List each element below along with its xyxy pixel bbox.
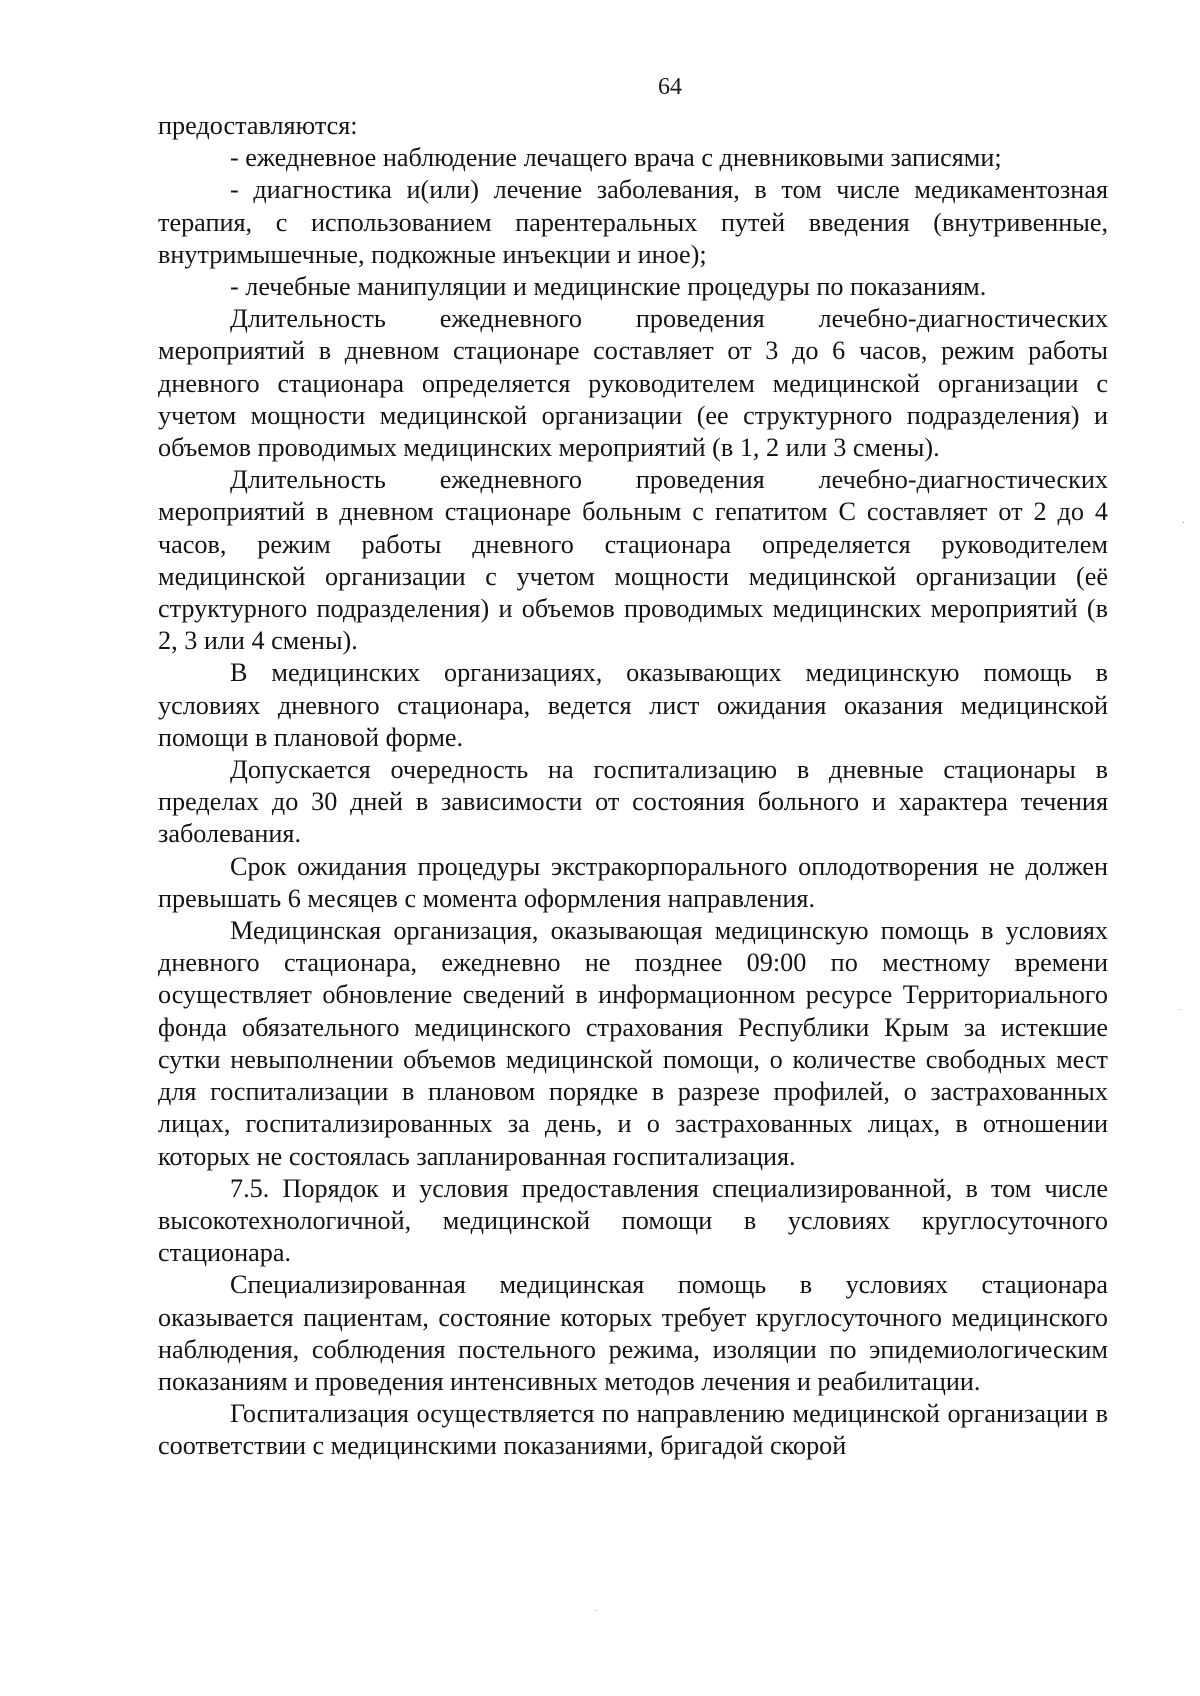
page-number: 64 — [658, 74, 682, 100]
paragraph-13: Госпитализация осуществляется по направлению медицинской организации в соответствии с медицинскими показаниями, бригадой скорой — [158, 1399, 1108, 1461]
scan-artifact-dot — [1179, 1009, 1180, 1010]
scan-artifact-dot — [596, 1610, 597, 1611]
paragraph-6: Длительность ежедневного проведения лечебно-диагностических мероприятий в дневном стационаре больным с гепатитом С составляет от 2 до 4 часов, режим работы дневного стационара определяется руководителем медицинской организации с учетом мощности медицинской организации (её структурного подразделения) и объемов проводимых медицинских мероприятий (в 2, 3 или 4 смены). — [158, 465, 1108, 656]
paragraph-2: - ежедневное наблюдение лечащего врача с дневниковыми записями; — [230, 143, 1002, 173]
paragraph-11: 7.5. Порядок и условия предоставления специализированной, в том числе высокотехнологичной, медицинской помощи в условиях круглосуточного стационара. — [158, 1173, 1108, 1268]
paragraph-12: Специализированная медицинская помощь в условиях стационара оказывается пациентам, состояние которых требует круглосуточного медицинского наблюдения, соблюдения постельного режима, изоляции по эпидемиологическим показаниям и проведения интенсивных методов лечения и реабилитации. — [158, 1270, 1108, 1396]
paragraph-5: Длительность ежедневного проведения лечебно-диагностических мероприятий в дневном стационаре составляет от 3 до 6 часов, режим работы дневного стационара определяется руководителем медицинской организации с учетом мощности медицинской организации (ее структурного подразделения) и объемов проводимых медицинских мероприятий (в 1, 2 или 3 смены). — [158, 304, 1108, 463]
paragraph-7: В медицинских организациях, оказывающих медицинскую помощь в условиях дневного стационара, ведется лист ожидания оказания медицинской помощи в плановой форме. — [158, 658, 1108, 752]
paragraph-4: - лечебные манипуляции и медицинские процедуры по показаниям. — [230, 272, 987, 302]
paragraph-8: Допускается очередность на госпитализацию в дневные стационары в пределах до 30 дней в зависимости от состояния больного и характера течения заболевания. — [158, 755, 1108, 849]
paragraph-3: - диагностика и(или) лечение заболевания, в том числе медикаментозная терапия, с использованием парентеральных путей введения (внутривенные, внутримышечные, подкожные инъекции и иное); — [158, 175, 1108, 269]
scan-artifact-dot — [1183, 522, 1184, 523]
paragraph-10: Медицинская организация, оказывающая медицинскую помощь в условиях дневного стационара, ежедневно не позднее 09:00 по местному времени осуществляет обновление сведений в информационном ресурсе Территориального фонда обязательного медицинского страхования Республики Крым за истекшие сутки невыполнении объемов медицинской помощи, о количестве свободных мест для госпитализации в плановом порядке в разрезе профилей, о застрахованных лицах, госпитализированных за день, и о застрахованных лицах, в отношении которых не состоялась запланированная госпитализация. — [158, 916, 1108, 1171]
paragraph-9: Срок ожидания процедуры экстракорпорального оплодотворения не должен превышать 6 месяцев с момента оформления направления. — [158, 851, 1108, 913]
document-body — [158, 110, 1108, 1463]
paragraph-1: предоставляются: — [158, 111, 358, 140]
